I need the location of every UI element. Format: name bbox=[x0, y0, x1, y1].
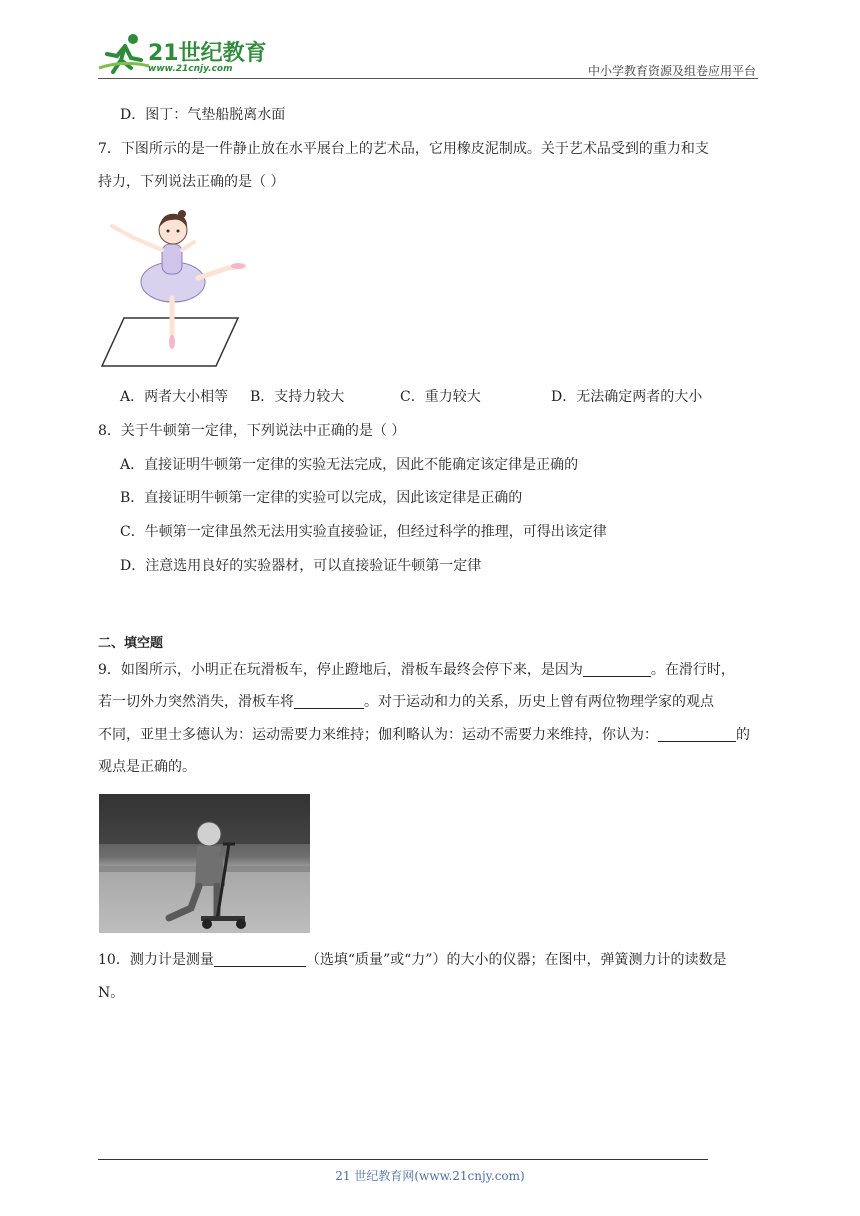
footer-link[interactable]: 21 世纪教育网(www.21cnjy.com) bbox=[335, 1169, 525, 1183]
header-divider bbox=[98, 78, 758, 79]
q9-blank-2 bbox=[294, 694, 364, 709]
q7-artwork-figure bbox=[98, 204, 248, 370]
q9-line3-text-a: 不同，亚里士多德认为：运动需要力来维持；伽利略认为：运动不需要力来维持，你认为： bbox=[98, 727, 658, 743]
logo-url: www.21cnjy.com bbox=[148, 64, 233, 74]
q9-line4: 观点是正确的。 bbox=[98, 759, 196, 775]
runner-logo-icon bbox=[95, 30, 151, 76]
q7-stem-line2: 持力，下列说法正确的是（ ） bbox=[98, 174, 285, 190]
q9-line3-text-b: 的 bbox=[736, 727, 750, 743]
section-title-fill-blank: 二、填空题 bbox=[98, 636, 164, 651]
child-scooter-image bbox=[99, 794, 310, 933]
q7-option-b: B．支持力较大 bbox=[250, 389, 345, 405]
q9-line2-text-b: 。对于运动和力的关系，历史上曾有两位物理学家的观点 bbox=[364, 694, 714, 710]
ballerina-figure-icon bbox=[98, 204, 248, 370]
q10-line1 bbox=[98, 952, 726, 967]
q9-line1-text-b: 。在滑行时， bbox=[650, 662, 735, 678]
logo-text: 21世纪教育 bbox=[148, 41, 267, 66]
footer-divider bbox=[98, 1159, 708, 1160]
q9-line2 bbox=[98, 694, 714, 709]
q9-line3 bbox=[98, 727, 750, 742]
q8-option-d: D．注意选用良好的实验器材，可以直接验证牛顿第一定律 bbox=[120, 558, 482, 574]
q7-option-c: C．重力较大 bbox=[400, 389, 481, 405]
q7-option-d: D．无法确定两者的大小 bbox=[551, 389, 703, 405]
q8-option-a: A．直接证明牛顿第一定律的实验无法完成，因此不能确定该定律是正确的 bbox=[120, 457, 579, 473]
q8-option-b: B．直接证明牛顿第一定律的实验可以完成，因此该定律是正确的 bbox=[120, 490, 523, 506]
q8-stem: 8．关于牛顿第一定律，下列说法中正确的是（ ） bbox=[98, 423, 406, 439]
q8-option-c: C．牛顿第一定律虽然无法用实验直接验证，但经过科学的推理，可得出该定律 bbox=[120, 524, 607, 540]
q7-option-a: A．两者大小相等 bbox=[120, 389, 229, 405]
q10-line2: N。 bbox=[98, 985, 125, 1001]
platform-title: 中小学教育资源及组卷应用平台 bbox=[587, 64, 756, 78]
q9-line1 bbox=[98, 662, 735, 677]
q9-line1-text-a: 9．如图所示，小明正在玩滑板车，停止蹬地后，滑板车最终会停下来，是因为 bbox=[98, 662, 583, 678]
q9-scooter-photo bbox=[99, 794, 310, 933]
q10-line1-text-a: 10．测力计是测量 bbox=[98, 952, 214, 968]
q9-blank-1 bbox=[583, 662, 651, 677]
q7-stem-line1: 7．下图所示的是一件静止放在水平展台上的艺术品，它用橡皮泥制成。关于艺术品受到的重力和支 bbox=[98, 141, 709, 157]
q10-line1-text-b: （选填“质量”或“力”）的大小的仪器；在图中，弹簧测力计的读数是 bbox=[305, 952, 727, 968]
q10-blank-1 bbox=[214, 952, 306, 967]
q6-option-d: D．图丁：气垫船脱离水面 bbox=[120, 107, 286, 123]
q9-blank-3 bbox=[658, 727, 736, 742]
q9-line2-text-a: 若一切外力突然消失，滑板车将 bbox=[98, 694, 294, 710]
